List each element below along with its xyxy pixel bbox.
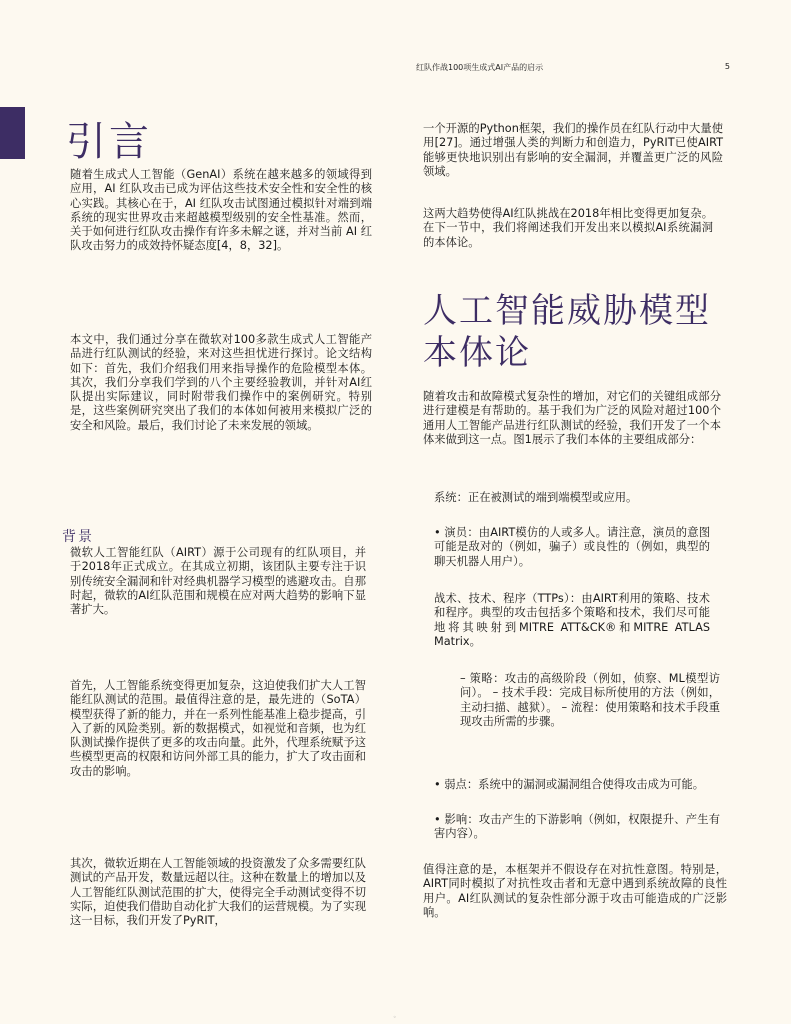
footer-mark: ◦ xyxy=(393,1014,397,1021)
ontology-heading: 人工智能威胁模型本体论 xyxy=(423,291,711,373)
page-number: 5 xyxy=(724,62,730,71)
running-title: 红队作战100项生成式AI产品的启示 xyxy=(416,63,544,72)
section-marker-bar xyxy=(0,107,25,159)
ontology-item-actor: • 演员：由AIRT模仿的人或多人。请注意，演员的意图可能是敌对的（例如，骗子）或良性的（例如，典型的聊天机器人用户）。 xyxy=(434,526,710,568)
ontology-item-ttps: 战术、技术、程序（TTPs）：由AIRT利用的策略、技术和程序。典型的攻击包括多个策略和技术，我们尽可能地将其映射到MITRE ATT&CK®和MITRE ATLAS Matrix。 xyxy=(434,592,710,648)
ontology-item-weakness: • 弱点：系统中的漏洞或漏洞组合使得攻击成为可能。 xyxy=(434,778,705,791)
background-paragraph-2: 首先，人工智能系统变得更加复杂，这迫使我们扩大人工智能红队测试的范围。最值得注意的是，最先进的（SoTA）模型获得了新的能力，并在一系列性能基准上稳步提高，引入了新的风险类别。新的数据模式，如视觉和音频，也为红队测试操作提供了更多的攻击向量。此外，代理系统赋予这些模型更高的权限和访问外部工具的能力，扩大了攻击面和攻击的影响。 xyxy=(70,679,366,778)
ontology-paragraph-1: 随着攻击和故障模式复杂性的增加，对它们的关键组成部分进行建模是有帮助的。基于我们为广泛的风险对超过100个通用人工智能产品进行红队测试的经验，我们开发了一个本体来做到这一点。图1展示了我们本体的主要组成部分： xyxy=(423,390,721,446)
intro-paragraph-2: 本文中，我们通过分享在微软对100多款生成式人工智能产品进行红队测试的经验，来对这些担忧进行探讨。论文结构如下：首先，我们介绍我们用来指导操作的危险模型本体。其次，我们分享我们学到的八个主要经验教训，并针对AI红队提出实际建议，同时附带我们操作中的案例研究。特别是，这些案例研究突出了我们的本体如何被用来模拟广泛的安全和风险。最后，我们讨论了未来发展的领域。 xyxy=(70,333,372,432)
ontology-paragraph-2: 值得注意的是，本框架并不假设存在对抗性意图。特别是，AIRT同时模拟了对抗性攻击者和无意中遇到系统故障的良性用户。AI红队测试的复杂性部分源于攻击可能造成的广泛影响。 xyxy=(423,863,727,919)
right-paragraph-1: 一个开源的Python框架，我们的操作员在红队行动中大量使用[27]。通过增强人类的判断力和创造力，PyRIT已使AIRT能够更快地识别出有影响的安全漏洞，并覆盖更广泛的风险领域。 xyxy=(423,122,723,178)
background-paragraph-3: 其次，微软近期在人工智能领域的投资激发了众多需要红队测试的产品开发，数量远超以往。这种在数量上的增加以及人工智能红队测试范围的扩大，使得完全手动测试变得不切实际，迫使我们借助自动化扩大我们的运营规模。为了实现这一目标，我们开发了PyRIT， xyxy=(70,857,366,928)
running-header xyxy=(416,62,736,76)
ontology-subitems: – 策略：攻击的高级阶段（例如，侦察、ML模型访问）。 – 技术手段：完成目标所使用的方法（例如，主动扫描、越狱）。 – 流程：使用策略和技术手段重现攻击所需的步骤。 xyxy=(460,672,720,728)
ontology-item-system: 系统：正在被测试的端到端模型或应用。 xyxy=(434,491,638,504)
intro-paragraph-1: 随着生成式人工智能（GenAI）系统在越来越多的领域得到应用，AI 红队攻击已成为评估这些技术安全性和安全性的核心实践。其核心在于，AI 红队攻击试图通过模拟针对端到端系统的现实世界攻击来超越模型级别的安全性基准。然而，关于如何进行红队攻击操作有许多未解之谜，并对当前 AI 红队攻击努力的成效持怀疑态度[4，8，32]。 xyxy=(70,168,372,253)
background-paragraph-1: 微软人工智能红队（AIRT）源于公司现有的红队项目，并于2018年正式成立。在其成立初期，该团队主要专注于识别传统安全漏洞和针对经典机器学习模型的逃避攻击。自那时起，微软的AI红队范围和规模在应对两大趋势的影响下显著扩大。 xyxy=(70,546,366,617)
intro-heading: 引言 xyxy=(66,119,152,165)
background-heading: 背景 xyxy=(62,529,94,545)
ontology-item-impact: • 影响：攻击产生的下游影响（例如，权限提升、产生有害内容）。 xyxy=(434,813,720,841)
right-paragraph-2: 这两大趋势使得AI红队挑战在2018年相比变得更加复杂。在下一节中，我们将阐述我们开发出来以模拟AI系统漏洞的本体论。 xyxy=(423,207,713,249)
